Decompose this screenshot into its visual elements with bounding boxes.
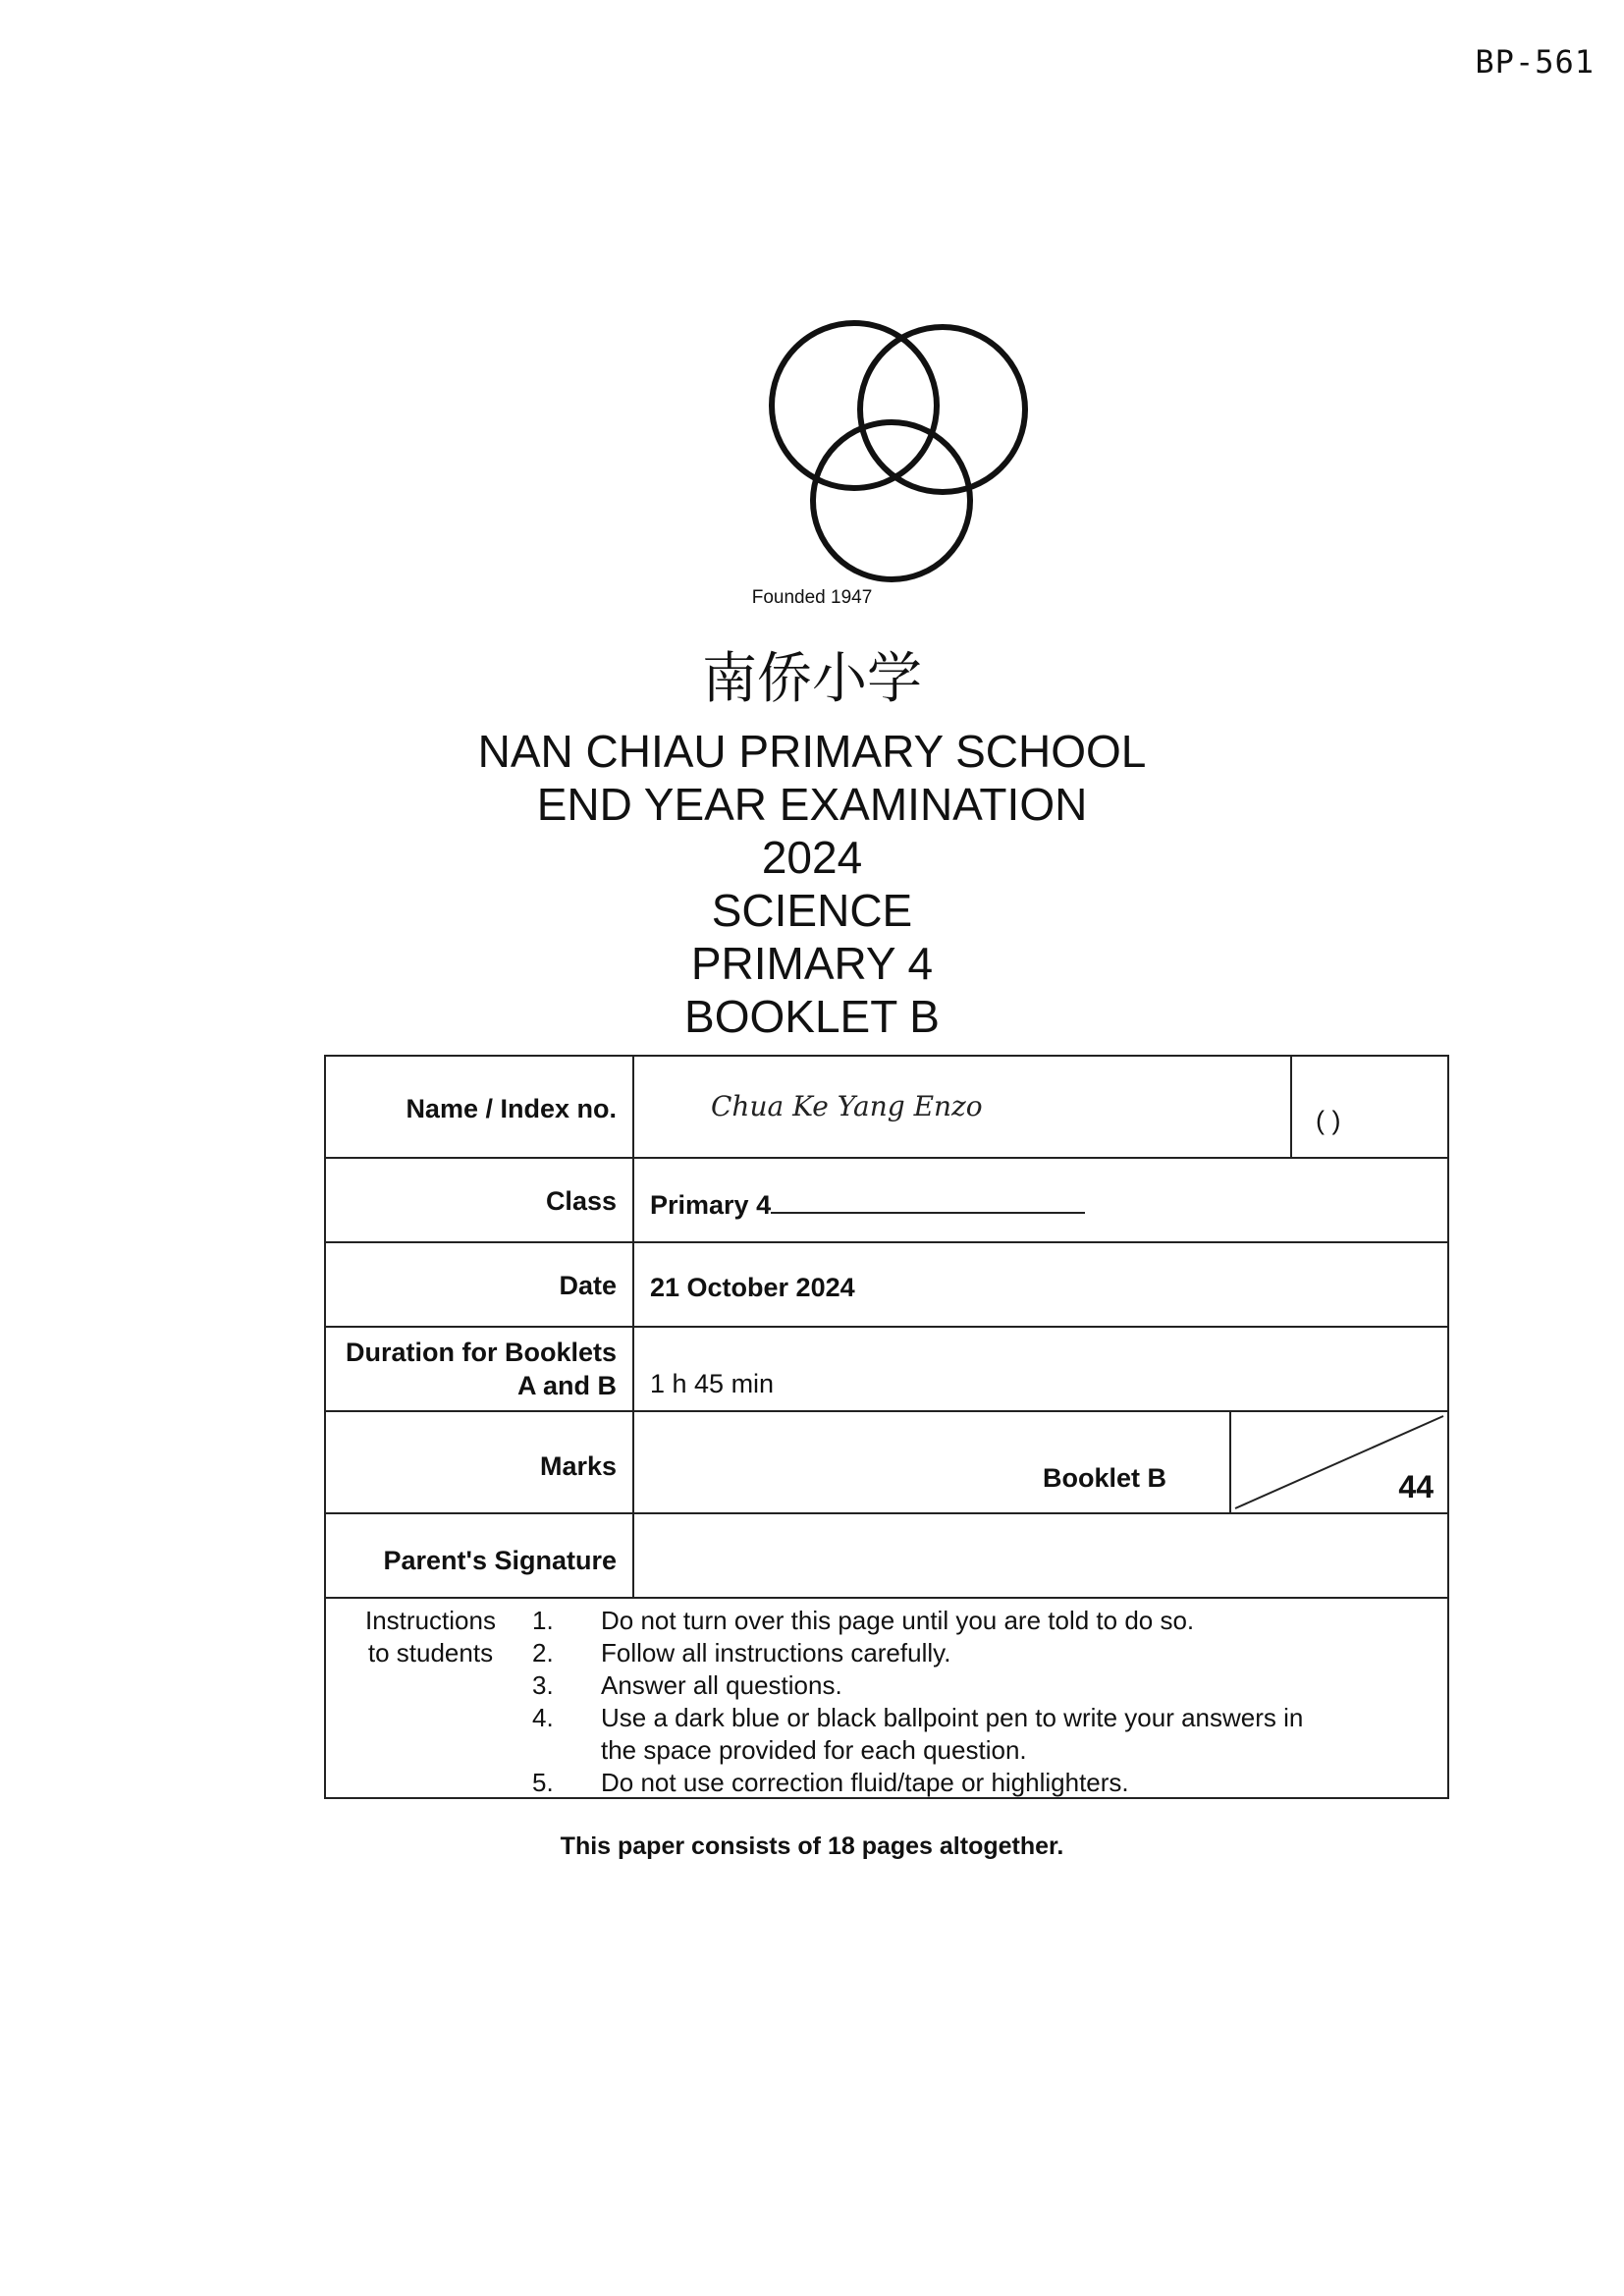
date-value: 21 October 2024 <box>650 1273 855 1302</box>
date-label: Date <box>559 1271 617 1300</box>
instruction-item: 4. Use a dark blue or black ballpoint pen to write your answers in <box>532 1703 1304 1732</box>
marks-booklet-label: Booklet B <box>1043 1463 1167 1493</box>
duration-value: 1 h 45 min <box>650 1369 775 1398</box>
date-row <box>326 1243 1447 1328</box>
name-row <box>326 1057 1447 1159</box>
index-value: ( ) <box>1316 1106 1341 1135</box>
marks-total: 44 <box>1398 1469 1434 1504</box>
instructions-label: Instructions to students <box>365 1606 496 1667</box>
instruction-item: 1. Do not turn over this page until you are told to do so. <box>532 1606 1195 1635</box>
three-rings-icon <box>746 319 1041 614</box>
founded-caption: Founded 1947 <box>751 587 873 608</box>
signature-label: Parent's Signature <box>383 1546 617 1575</box>
index-box <box>1290 1057 1447 1157</box>
instructions-list <box>532 1605 1416 1799</box>
instruction-item: 2. Follow all instructions carefully. <box>532 1638 951 1667</box>
marks-score-box <box>1229 1412 1447 1512</box>
school-name: NAN CHIAU PRIMARY SCHOOL <box>477 726 1147 777</box>
subject: SCIENCE <box>711 885 913 936</box>
school-name-chinese: 南侨小学 <box>702 647 922 711</box>
duration-row <box>326 1328 1447 1412</box>
instruction-item: 5. Do not use correction fluid/tape or highlighters. <box>532 1768 1129 1797</box>
class-row <box>326 1159 1447 1243</box>
instruction-item: 3. Answer all questions. <box>532 1670 842 1700</box>
class-underline <box>771 1188 1085 1214</box>
instructions-block <box>326 1599 1447 1795</box>
class-label: Class <box>545 1186 617 1216</box>
name-value: Chua Ke Yang Enzo <box>711 1090 983 1122</box>
instruction-item-continued: the space provided for each question. <box>601 1735 1027 1765</box>
level: PRIMARY 4 <box>690 938 934 989</box>
document-code: BP-561 <box>1475 43 1595 81</box>
booklet-title: BOOKLET B <box>684 991 940 1042</box>
signature-row <box>326 1514 1447 1599</box>
duration-label: Duration for Booklets A and B <box>345 1338 617 1400</box>
cover-details-table <box>324 1055 1449 1799</box>
class-field <box>650 1188 1085 1221</box>
exam-title: END YEAR EXAMINATION <box>536 779 1088 830</box>
page-count-note: This paper consists of 18 pages altogether. <box>560 1832 1064 1860</box>
name-label: Name / Index no. <box>406 1094 617 1123</box>
marks-row <box>326 1412 1447 1514</box>
class-value: Primary 4 <box>650 1190 772 1220</box>
marks-label: Marks <box>539 1451 617 1481</box>
exam-year: 2024 <box>761 832 863 883</box>
